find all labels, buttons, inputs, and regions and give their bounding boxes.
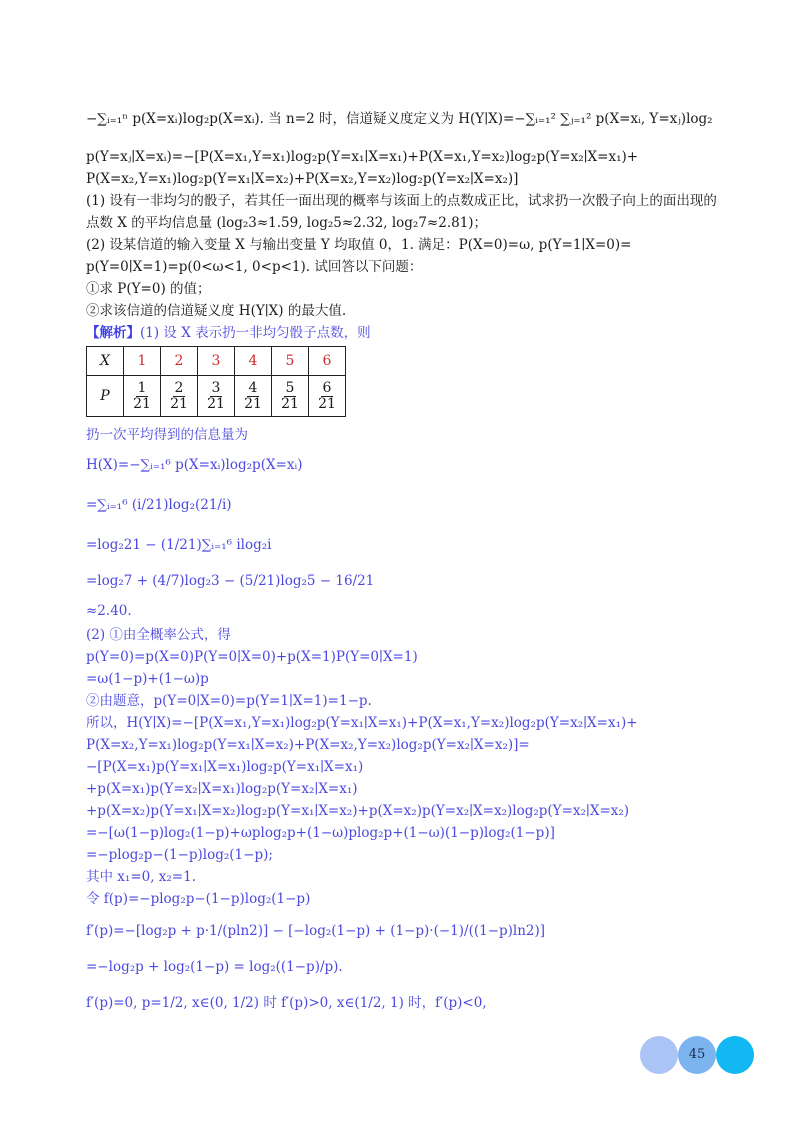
table-header-p: P (87, 376, 124, 417)
solution-line: =log₂21 − (1/21)∑ᵢ₌₁⁶ ilog₂i (86, 537, 272, 553)
solution-line: 其中 x₁=0, x₂=1. (86, 869, 197, 885)
table-header-x: X (87, 347, 124, 376)
table-row-p (87, 376, 346, 417)
table-x-value: 4 (235, 347, 272, 376)
table-p-value: $\frac{3}{21}$ (198, 376, 235, 417)
table-x-value: 2 (161, 347, 198, 376)
solution-line: 扔一次平均得到的信息量为 (86, 427, 248, 443)
solution-line: −[P(X=x₁)p(Y=x₁∣X=x₁)log₂p(Y=x₁∣X=x₁) (86, 759, 364, 775)
solution-line: +p(X=x₁)p(Y=x₂∣X=x₁)log₂p(Y=x₂∣X=x₁) (86, 781, 358, 797)
solution-line: =ω(1−p)+(1−ω)p (86, 671, 209, 687)
distribution-table (86, 346, 346, 417)
solution-line: =−plog₂p−(1−p)log₂(1−p); (86, 847, 273, 863)
table-p-value: $\frac{2}{21}$ (161, 376, 198, 417)
question-line: p(Y=xⱼ∣X=xᵢ)=−[P(X=x₁,Y=x₁)log₂p(Y=x₁∣X=x₁)+P(X=x₁,Y=x₂)log₂p(Y=x₂∣X=x₁)+ (86, 149, 639, 165)
question-line: P(X=x₂,Y=x₁)log₂p(Y=x₁∣X=x₂)+P(X=x₂,Y=x₂)log₂p(Y=x₂∣X=x₂)] (86, 171, 519, 187)
question-line: p(Y=0∣X=1)=p(0<ω<1, 0<p<1). 试回答以下问题： (86, 259, 423, 275)
solution-line: P(X=x₂,Y=x₁)log₂p(Y=x₁∣X=x₂)+P(X=x₂,Y=x₂)log₂p(Y=x₂∣X=x₂)]= (86, 737, 530, 753)
solution-line: 令 f(p)=−plog₂p−(1−p)log₂(1−p) (86, 891, 311, 907)
solution-line: =−[ω(1−p)log₂(1−p)+ωplog₂p+(1−ω)plog₂p+(1−ω)(1−p)log₂(1−p)] (86, 825, 555, 841)
solution-line: f′(p)=−[log₂p + p·1/(pln2)] − [−log₂(1−p) + (1−p)·(−1)/((1−p)ln2)] (86, 923, 546, 939)
solution-line: =∑ᵢ₌₁⁶ (i/21)log₂(21/i) (86, 497, 232, 513)
question-line: −∑ᵢ₌₁ⁿ p(X=xᵢ)log₂p(X=xᵢ). 当 n=2 时，信道疑义度定义为 H(Y∣X)=−∑ᵢ₌₁² ∑ⱼ₌₁² p(X=xᵢ, Y=xⱼ)log₂ (86, 111, 713, 127)
table-x-value: 3 (198, 347, 235, 376)
solution-line: p(Y=0)=p(X=0)P(Y=0∣X=0)+p(X=1)P(Y=0∣X=1) (86, 649, 418, 665)
question-line: ①求 P(Y=0) 的值； (86, 281, 211, 297)
table-p-value: $\frac{5}{21}$ (272, 376, 309, 417)
decor-circle (716, 1036, 754, 1074)
table-x-value: 5 (272, 347, 309, 376)
solution-line: +p(X=x₂)p(Y=x₁∣X=x₂)log₂p(Y=x₁∣X=x₂)+p(X=x₂)p(Y=x₂∣X=x₂)log₂p(Y=x₂∣X=x₂) (86, 803, 630, 819)
answer-intro: (1) 设 X 表示扔一非均匀骰子点数，则 (140, 325, 371, 341)
solution-line: =−log₂p + log₂(1−p) = log₂((1−p)/p). (86, 959, 343, 975)
solution-line: (2) ①由全概率公式，得 (86, 627, 231, 643)
solution-line: ②由题意，p(Y=0∣X=0)=p(Y=1∣X=1)=1−p. (86, 693, 372, 709)
page-number: 45 (688, 1047, 706, 1062)
question-line: (1) 设有一非均匀的骰子，若其任一面出现的概率与该面上的点数成正比，试求扔一次骰子向上的面出现的 (86, 193, 717, 209)
answer-mark: 【解析】 (86, 325, 140, 341)
table-x-value: 6 (309, 347, 346, 376)
question-line: ②求该信道的信道疑义度 H(Y∣X) 的最大值. (86, 303, 347, 319)
table-p-value: $\frac{1}{21}$ (124, 376, 161, 417)
solution-line: H(X)=−∑ᵢ₌₁⁶ p(X=xᵢ)log₂p(X=xᵢ) (86, 457, 303, 473)
table-p-value: $\frac{4}{21}$ (235, 376, 272, 417)
page-number-badge (640, 1036, 754, 1076)
solution-line: 所以，H(Y∣X)=−[P(X=x₁,Y=x₁)log₂p(Y=x₁∣X=x₁)+P(X=x₁,Y=x₂)log₂p(Y=x₂∣X=x₁)+ (86, 715, 638, 731)
question-line: (2) 设某信道的输入变量 X 与输出变量 Y 均取值 0，1. 满足：P(X=0)=ω, p(Y=1∣X=0)= (86, 237, 632, 253)
question-line: 点数 X 的平均信息量 (log₂3≈1.59, log₂5≈2.32, log₂7≈2.81)； (86, 215, 488, 231)
decor-circle (640, 1036, 678, 1074)
table-x-value: 1 (124, 347, 161, 376)
solution-line: f′(p)=0, p=1/2, x∈(0, 1/2) 时 f′(p)>0, x∈(1/2, 1) 时，f′(p)<0, (86, 995, 487, 1011)
solution-line: =log₂7 + (4/7)log₂3 − (5/21)log₂5 − 16/21 (86, 573, 375, 589)
table-p-value: $\frac{6}{21}$ (309, 376, 346, 417)
solution-line: ≈2.40. (86, 603, 132, 619)
table-row-x (87, 347, 346, 376)
answer-header (86, 324, 371, 342)
